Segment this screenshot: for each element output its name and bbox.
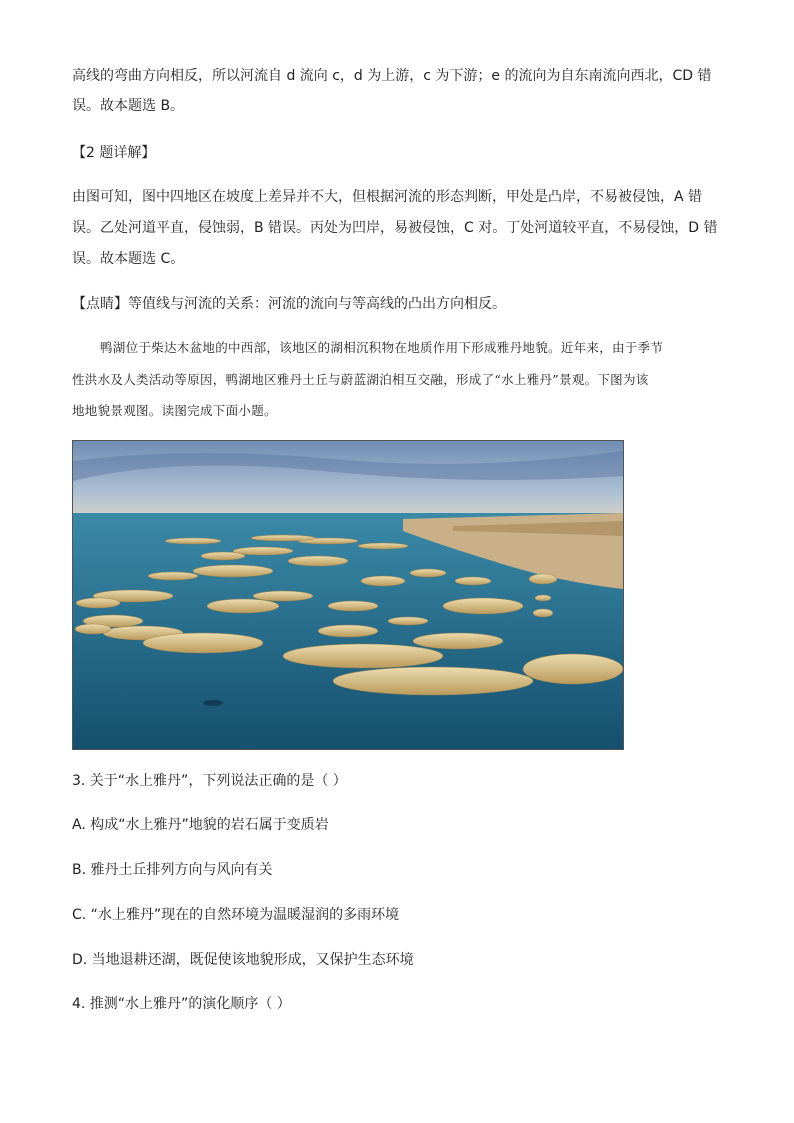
q4-stem: 4. 推测“水上雅丹”的演化顺序（ ） — [72, 996, 291, 1012]
tip-line: 【点睛】等值线与河流的关系：河流的流向与等高线的凸出方向相反。 — [72, 296, 506, 312]
yardang-landscape-photo — [72, 440, 624, 750]
q3-option-c: C. “水上雅丹”现在的自然环境为温暖湿润的多雨环境 — [72, 907, 400, 923]
q3-option-d: D. 当地退耕还湖，既促使该地貌形成，又保护生态环境 — [72, 952, 414, 968]
q2-line1: 由图可知，图中四地区在坡度上差异并不大，但根据河流的形态判断，甲处是凸岸，不易被侵蚀，A 错 — [72, 189, 703, 205]
q2-heading: 【2 题详解】 — [72, 145, 156, 161]
answer1-line2: 误。故本题选 B。 — [72, 98, 185, 114]
passage-line3: 地地貌景观图。读图完成下面小题。 — [72, 403, 277, 418]
answer1-line1: 高线的弯曲方向相反，所以河流自 d 流向 c，d 为上游，c 为下游；e 的流向为自东南流向西北，CD 错 — [72, 68, 712, 84]
q3-option-a: A. 构成“水上雅丹”地貌的岩石属于变质岩 — [72, 817, 329, 833]
q2-line3: 误。故本题选 C。 — [72, 251, 185, 267]
q2-line2: 误。乙处河道平直，侵蚀弱，B 错误。丙处为凹岸，易被侵蚀，C 对。丁处河道较平直，不易侵蚀，D 错 — [72, 220, 718, 236]
q3-stem: 3. 关于“水上雅丹”，下列说法正确的是（ ） — [72, 773, 347, 789]
passage-line2: 性洪水及人类活动等原因，鸭湖地区雅丹土丘与蔚蓝湖泊相互交融，形成了“水上雅丹”景观。下图为该 — [72, 372, 649, 387]
q3-option-b: B. 雅丹土丘排列方向与风向有关 — [72, 862, 273, 878]
passage-line1: 鸭湖位于柴达木盆地的中西部，该地区的湖相沉积物在地质作用下形成雅丹地貌。近年来，由于季节 — [100, 340, 664, 355]
